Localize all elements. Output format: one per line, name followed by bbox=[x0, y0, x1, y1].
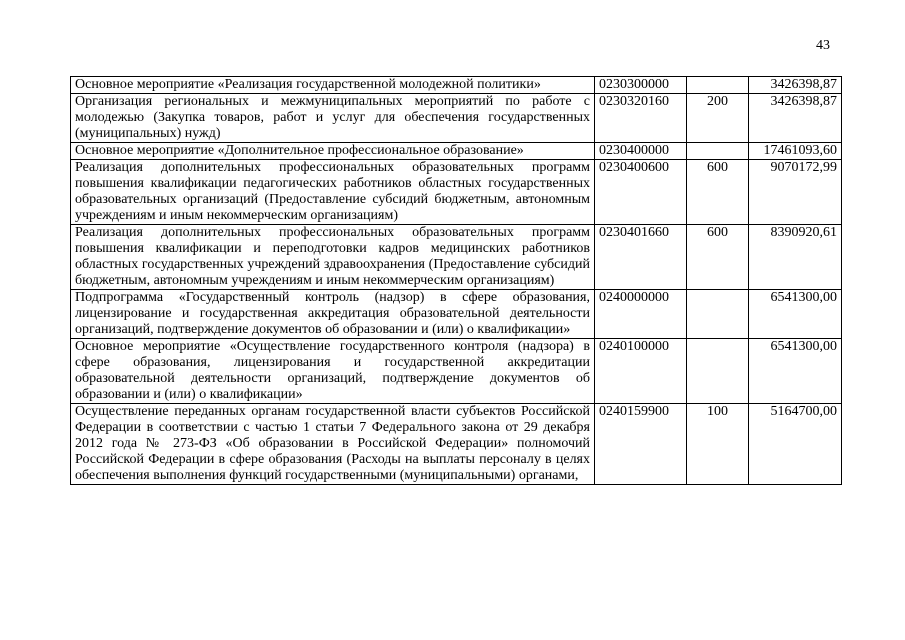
amount-cell: 9070172,99 bbox=[749, 160, 842, 225]
amount-cell: 6541300,00 bbox=[749, 290, 842, 339]
expense-type-cell bbox=[687, 339, 749, 404]
budget-table bbox=[70, 76, 842, 485]
table-row bbox=[71, 94, 842, 143]
expense-type-cell: 600 bbox=[687, 225, 749, 290]
target-code-cell: 0230300000 bbox=[595, 77, 687, 94]
row-name-cell: Организация региональных и межмуниципальных мероприятий по работе с молодежью (Закупка товаров, работ и услуг для обеспечения государственных (муниципальных) нужд) bbox=[71, 94, 595, 143]
expense-type-cell: 600 bbox=[687, 160, 749, 225]
table-row bbox=[71, 143, 842, 160]
table-row bbox=[71, 339, 842, 404]
amount-cell: 3426398,87 bbox=[749, 77, 842, 94]
amount-cell: 8390920,61 bbox=[749, 225, 842, 290]
expense-type-cell bbox=[687, 143, 749, 160]
target-code-cell: 0240000000 bbox=[595, 290, 687, 339]
table-row bbox=[71, 225, 842, 290]
row-name-cell: Осуществление переданных органам государственной власти субъектов Российской Федерации в соответствии с частью 1 статьи 7 Федерального закона от 29 декабря 2012 года № 273-ФЗ «Об образовании в Российской Федерации» полномочий Российской Федерации в сфере образования (Расходы на выплаты персоналу в целях обеспечения выполнения функций государственными (муниципальными) органами, bbox=[71, 404, 595, 485]
table-row bbox=[71, 290, 842, 339]
amount-cell: 17461093,60 bbox=[749, 143, 842, 160]
row-name-cell: Основное мероприятие «Дополнительное профессиональное образование» bbox=[71, 143, 595, 160]
amount-cell: 5164700,00 bbox=[749, 404, 842, 485]
page-number: 43 bbox=[816, 38, 830, 53]
amount-cell: 6541300,00 bbox=[749, 339, 842, 404]
row-name-cell: Реализация дополнительных профессиональных образовательных программ повышения квалификации и переподготовки кадров медицинских работников областных государственных учреждений здравоохранения (Предоставление субсидий бюджетным, автономным учреждениям и иным некоммерческим организациям) bbox=[71, 225, 595, 290]
row-name-cell: Основное мероприятие «Реализация государственной молодежной политики» bbox=[71, 77, 595, 94]
expense-type-cell bbox=[687, 290, 749, 339]
target-code-cell: 0230401660 bbox=[595, 225, 687, 290]
expense-type-cell bbox=[687, 77, 749, 94]
table-row bbox=[71, 160, 842, 225]
amount-cell: 3426398,87 bbox=[749, 94, 842, 143]
expense-type-cell: 200 bbox=[687, 94, 749, 143]
target-code-cell: 0230320160 bbox=[595, 94, 687, 143]
target-code-cell: 0240159900 bbox=[595, 404, 687, 485]
table-row bbox=[71, 77, 842, 94]
expense-type-cell: 100 bbox=[687, 404, 749, 485]
row-name-cell: Основное мероприятие «Осуществление государственного контроля (надзора) в сфере образования, лицензирования и государственной аккредитации образовательной деятельности организаций, подтверждение документов об образовании и (или) о квалификации» bbox=[71, 339, 595, 404]
target-code-cell: 0240100000 bbox=[595, 339, 687, 404]
target-code-cell: 0230400000 bbox=[595, 143, 687, 160]
row-name-cell: Реализация дополнительных профессиональных образовательных программ повышения квалификации педагогических работников областных государственных образовательных организаций (Предоставление субсидий бюджетным, автономным учреждениям и иным некоммерческим организациям) bbox=[71, 160, 595, 225]
target-code-cell: 0230400600 bbox=[595, 160, 687, 225]
row-name-cell: Подпрограмма «Государственный контроль (надзор) в сфере образования, лицензирование и государственная аккредитация образовательной деятельности организаций, подтверждение документов об образовании и (или) о квалификации» bbox=[71, 290, 595, 339]
table-row bbox=[71, 404, 842, 485]
